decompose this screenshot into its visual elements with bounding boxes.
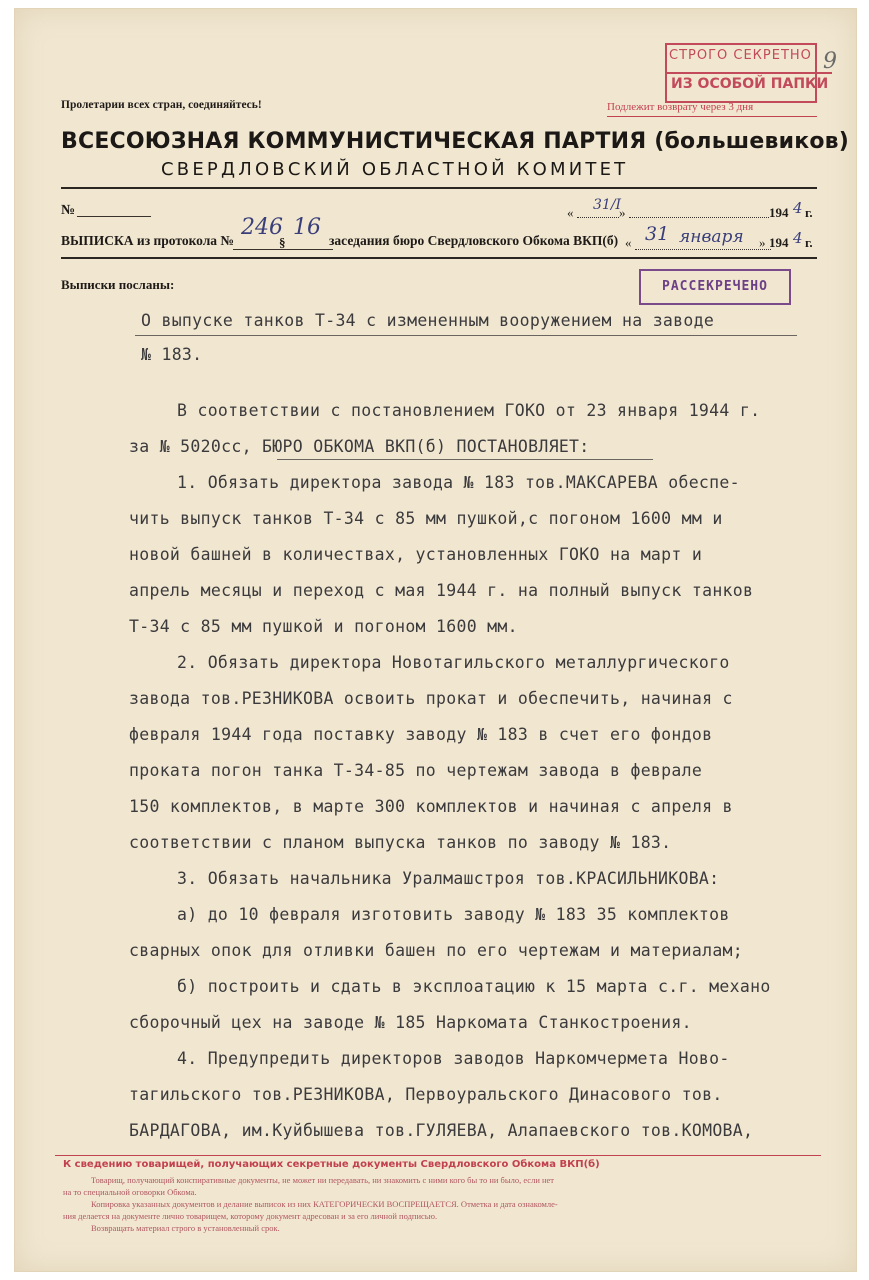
footer-paragraph-2b: ния делается на документе лично товарищем, которому документ адресован и за его личной подписью. [63, 1211, 438, 1221]
body-line: БАРДАГОВА, им.Куйбышева тов.ГУЛЯЕВА, Алапаевского тов.КОМОВА, [129, 1121, 754, 1140]
footer-paragraph-3: Возвращать материал строго в установленный срок. [91, 1223, 280, 1233]
footer-paragraph-1b: на то специальной оговорки Обкома. [63, 1187, 197, 1197]
body-line: 4. Предупредить директоров заводов Наркомчермета Ново- [177, 1049, 730, 1068]
body-line: сварных опок для отливки башен по его чертежам и материалам; [129, 941, 744, 960]
date-year-suffix: г. [805, 205, 813, 220]
secret-stamp-line2: ИЗ ОСОБОЙ ПАПКИ [667, 72, 832, 94]
resolution-title-line2: № 183. [141, 345, 203, 364]
meeting-year-prefix: 194 [769, 235, 789, 250]
body-line: сборочный цех на заводе № 185 Наркомата Станкостроения. [129, 1013, 692, 1032]
party-name: ВСЕСОЮЗНАЯ КОММУНИСТИЧЕСКАЯ ПАРТИЯ (большевиков) [61, 129, 850, 154]
body-line: 1. Обязать директора завода № 183 тов.МАКСАРЕВА обеспе- [177, 473, 740, 492]
committee-name: СВЕРДЛОВСКИЙ ОБЛАСТНОЙ КОМИТЕТ [161, 159, 629, 180]
meeting-date-line [635, 249, 771, 250]
meeting-quote-open: « [625, 235, 632, 250]
date-quote-open: « [567, 205, 574, 220]
body-line: за № 5020сс, БЮРО ОБКОМА ВКП(б) ПОСТАНОВЛЯЕТ: [129, 437, 590, 456]
date-year-prefix: 194 [769, 205, 789, 220]
form-rule [61, 257, 817, 259]
body-line: В соответствии с постановлением ГОКО от 23 января 1944 г. [177, 401, 761, 420]
date-month-line [629, 217, 769, 218]
paragraph-sign: § [279, 235, 286, 250]
body-line: 150 комплектов, в марте 300 комплектов и начиная с апреля в [129, 797, 733, 816]
meeting-year-suffix: г. [805, 235, 813, 250]
secret-stamp [665, 43, 829, 103]
body-line: соответствии с планом выпуска танков по заводу № 183. [129, 833, 672, 852]
footer-paragraph-2: Копировка указанных документов и делание выписок из них КАТЕГОРИЧЕСКИ ВОСПРЕЩАЕТСЯ. Отметка и дата ознакомле- [91, 1199, 558, 1209]
meeting-year-hand: 4 [793, 229, 803, 247]
meeting-quote-close: » [759, 235, 766, 250]
body-line: Т-34 с 85 мм пушкой и погоном 1600 мм. [129, 617, 518, 636]
body-line: завода тов.РЕЗНИКОВА освоить прокат и обеспечить, начиная с [129, 689, 733, 708]
extract-label: ВЫПИСКА из протокола № [61, 233, 235, 248]
body-line: новой башней в количествах, установленных ГОКО на март и [129, 545, 703, 564]
header-rule [61, 187, 817, 189]
protocol-number-line [233, 249, 333, 250]
body-line: тагильского тов.РЕЗНИКОВА, Первоуральского Динасового тов. [129, 1085, 723, 1104]
date-day-line [577, 217, 619, 218]
date-day: 31/I [593, 197, 622, 213]
body-line: февраля 1944 года поставку заводу № 183 в счет его фондов [129, 725, 713, 744]
footer-rule [55, 1155, 821, 1156]
motto: Пролетарии всех стран, соединяйтесь! [61, 99, 262, 111]
number-label: № [61, 203, 76, 218]
date-year-hand: 4 [793, 199, 803, 217]
protocol-number: 246 [241, 215, 283, 240]
body-line: б) построить и сдать в эксплоатацию к 15 марта с.г. механо [177, 977, 771, 996]
return-note: Подлежит возврату через 3 дня [607, 101, 754, 113]
return-note-underline [607, 116, 817, 117]
sent-label: Выписки посланы: [61, 277, 175, 292]
footer-heading: К сведению товарищей, получающих секретные документы Свердловского Обкома ВКП(б) [63, 1159, 600, 1170]
body-line: 3. Обязать начальника Уралмашстроя тов.КРАСИЛЬНИКОВА: [177, 869, 720, 888]
title-underline [135, 335, 797, 336]
page-number: 9 [823, 49, 837, 74]
paragraph-number: 16 [293, 215, 321, 240]
body-line: апрель месяцы и переход с мая 1944 г. на полный выпуск танков [129, 581, 754, 600]
postanovlyaet-underline [277, 459, 653, 460]
body-line: а) до 10 февраля изготовить заводу № 183 35 комплектов [177, 905, 730, 924]
body-line: проката погон танка Т-34-85 по чертежам завода в феврале [129, 761, 703, 780]
date-quote-close: » [619, 205, 626, 220]
footer-paragraph-1: Товарищ, получающий конспиративные документы, не может ни передавать, ни знакомить с ними кого бы то ни было, если нет [91, 1175, 555, 1185]
meeting-day: 31 [645, 223, 670, 245]
declassified-stamp: РАССЕКРЕЧЕНО [639, 269, 791, 305]
meeting-label: заседания бюро Свердловского Обкома ВКП(б) [329, 233, 619, 248]
body-line: чить выпуск танков Т-34 с 85 мм пушкой,с погоном 1600 мм и [129, 509, 723, 528]
meeting-month: января [679, 227, 744, 247]
number-line [77, 216, 151, 217]
resolution-title-line1: О выпуске танков Т-34 с измененным вооружением на заводе [141, 311, 715, 330]
document-sheet [14, 8, 857, 1272]
body-line: 2. Обязать директора Новотагильского металлургического [177, 653, 730, 672]
secret-stamp-line1: СТРОГО СЕКРЕТНО [669, 48, 812, 63]
